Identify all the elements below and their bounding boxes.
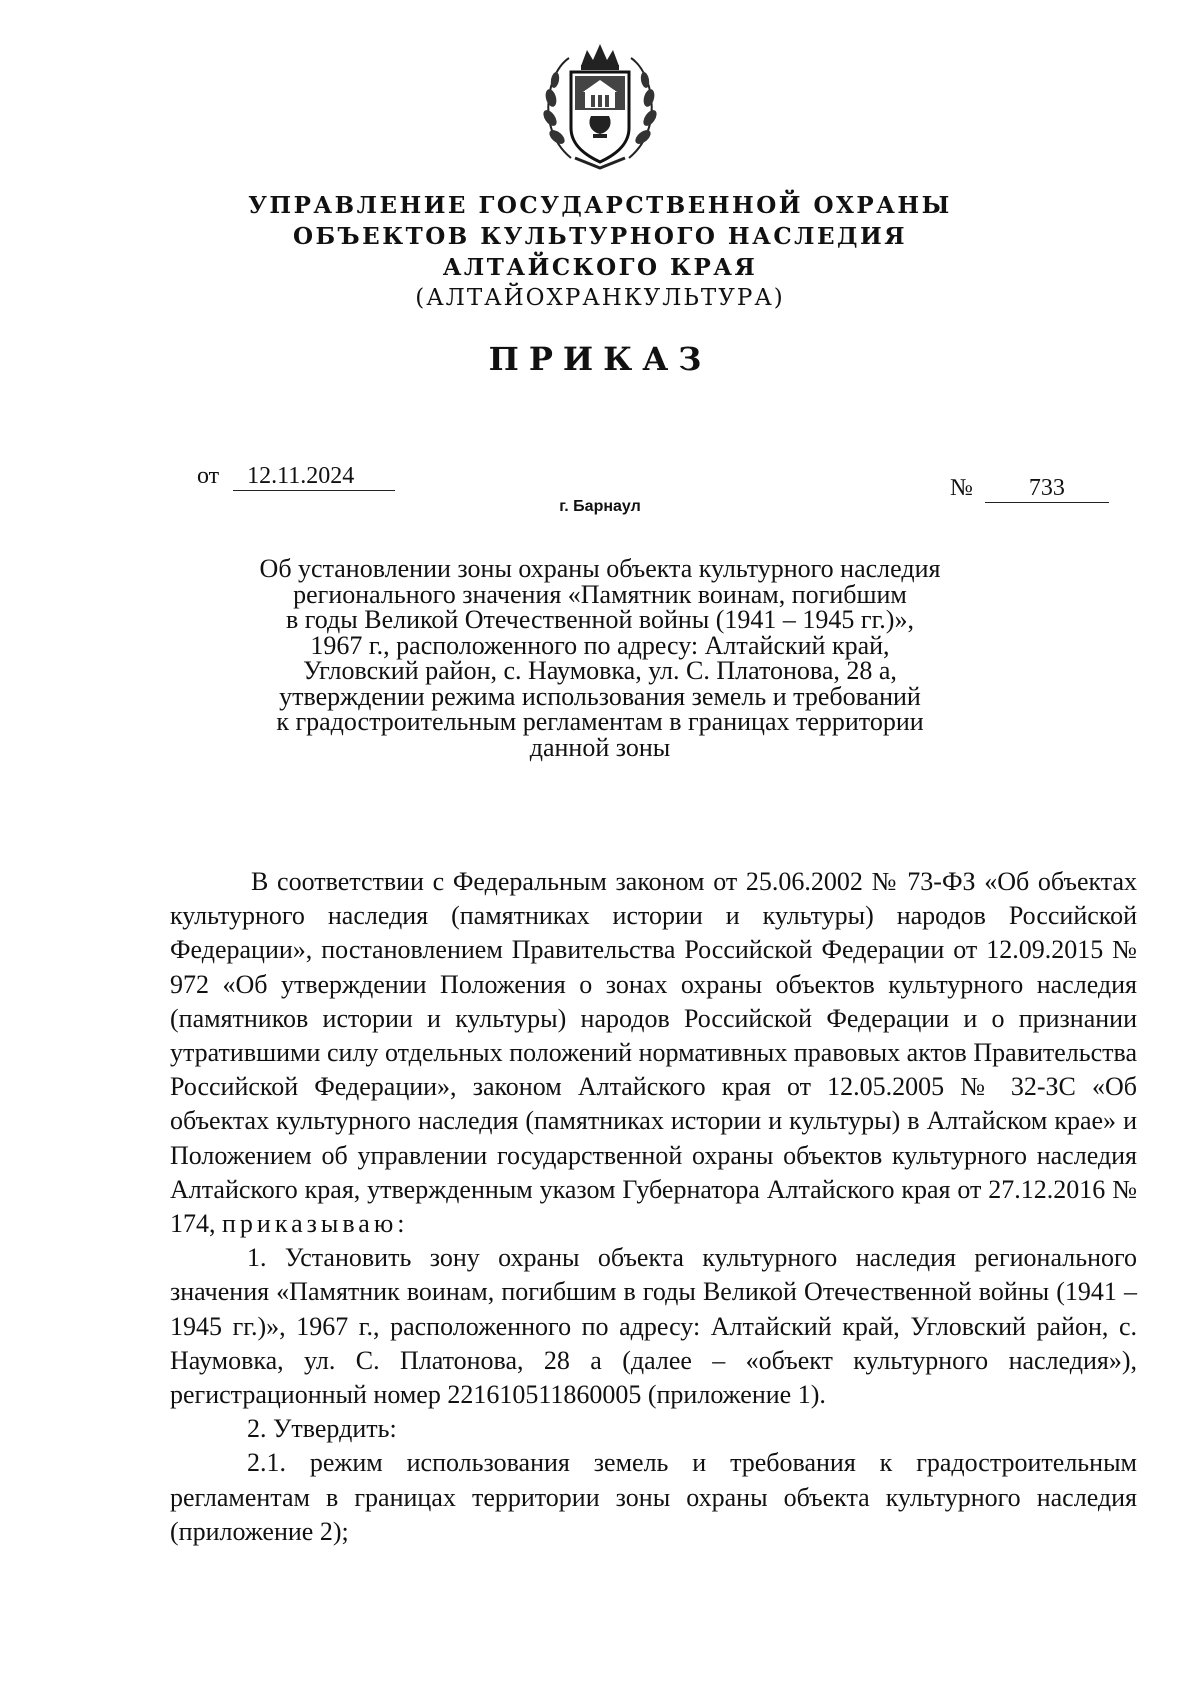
agency-name-line: АЛТАЙСКОГО КРАЯ bbox=[442, 254, 758, 281]
preamble-text: В соответствии с Федеральным законом от 25.06.2002 № 73-ФЗ «Об объектах культурного наследия (памятниках истории и культуры) народов Российской Федерации», постановлением Правительства Российской Федерации от 12.09.2015 № 972 «Об утверждении Положения о зонах охраны объектов культурного наследия (памятников истории и культуры) народов Российской Федерации и о признании утратившими силу отдельных положений нормативных правовых актов Правительства Российской Федерации», законом Алтайского края от 12.05.2005 № 32-ЗС «Об объектах культурного наследия (памятниках истории и культуры) в Алтайском крае» и Положением об управлении государственной охраны объектов культурного наследия Алтайского края, утвержденным указом Губернатора Алтайского края от 27.12.2016 № 174, bbox=[170, 867, 1137, 1239]
order-subject bbox=[0, 556, 1200, 760]
agency-name-line: УПРАВЛЕНИЕ ГОСУДАРСТВЕННОЙ ОХРАНЫ bbox=[248, 192, 952, 219]
number-value: 733 bbox=[985, 474, 1109, 503]
subject-line: к градостроительным регламентам в границах территории bbox=[276, 707, 924, 736]
preamble-paragraph bbox=[170, 865, 1137, 1241]
order-word: приказываю: bbox=[222, 1209, 409, 1239]
order-date bbox=[197, 462, 395, 491]
subject-line: данной зоны bbox=[529, 732, 671, 762]
order-item-2-1: 2.1. режим использования земель и требования к градостроительным регламентам в границах территории зоны охраны объекта культурного наследия (приложение 2); bbox=[170, 1448, 1137, 1546]
document-type-title: ПРИКАЗ bbox=[488, 340, 712, 378]
altai-krai-coat-of-arms-icon bbox=[541, 40, 659, 170]
order-body bbox=[170, 865, 1137, 1549]
subject-line: 1967 г., расположенного по адресу: Алтайский край, bbox=[310, 630, 890, 660]
order-item-1: 1. Установить зону охраны объекта культурного наследия регионального значения «Памятник воинам, погибшим в годы Великой Отечественной войны (1941 – 1945 гг.)», 1967 г., расположенного по адресу: Алтайский край, Угловский район, с. Наумовка, ул. С. Платонова, 28 а (далее – «объект культурного наследия»), регистрационный номер 221610511860005 (приложение 1). bbox=[170, 1243, 1137, 1410]
agency-name-line: ОБЪЕКТОВ КУЛЬТУРНОГО НАСЛЕДИЯ bbox=[292, 223, 907, 250]
agency-short-name: (АЛТАЙОХРАНКУЛЬТУРА) bbox=[415, 285, 785, 311]
subject-line: в годы Великой Отечественной войны (1941 – 1945 гг.)», bbox=[286, 605, 914, 634]
date-prefix: от bbox=[197, 463, 220, 489]
order-item-2: 2. Утвердить: bbox=[247, 1414, 397, 1444]
agency-name bbox=[0, 190, 1200, 314]
subject-line: регионального значения «Памятник воинам, погибшим bbox=[293, 579, 907, 609]
date-value: 12.11.2024 bbox=[233, 462, 395, 491]
subject-line: Об установлении зоны охраны объекта культурного наследия bbox=[259, 554, 941, 583]
subject-line: Угловский район, с. Наумовка, ул. С. Платонова, 28 а, bbox=[303, 656, 897, 685]
subject-line: утверждении режима использования земель и требований bbox=[279, 681, 921, 711]
number-prefix: № bbox=[950, 475, 973, 501]
city-name: г. Барнаул bbox=[559, 498, 641, 515]
